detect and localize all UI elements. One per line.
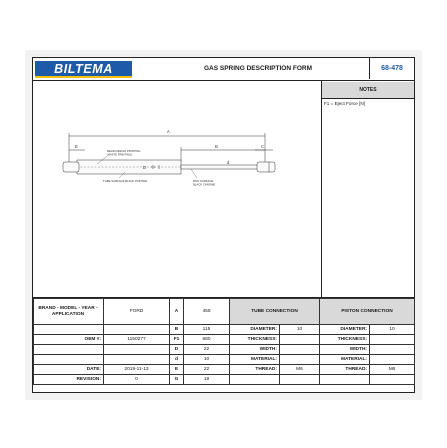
date-value: 2019-11-13 xyxy=(104,365,170,375)
leader-rod xyxy=(191,169,197,178)
date-label: DATE: xyxy=(34,365,104,375)
piston-width-label: WIDTH: xyxy=(320,345,370,355)
article-code: 68-478 xyxy=(369,58,414,79)
piston-material-label: MATERIAL: xyxy=(320,355,370,365)
tube-width-label: WIDTH: xyxy=(230,345,280,355)
gas-spring-drawing xyxy=(33,82,321,297)
brand-logo: BILTEMA xyxy=(35,61,132,77)
label-dim-e: E xyxy=(75,144,78,149)
dim-key-g: G xyxy=(170,375,184,385)
blank-cell xyxy=(104,325,170,335)
label-dim-b: B xyxy=(215,144,218,149)
dim-key-b: B xyxy=(170,325,184,335)
label-rod-surface: ROD SURFACE xyxy=(193,179,214,183)
notes-text: F1 = Eject Force [N] xyxy=(324,101,365,106)
oem-value: 1150277 xyxy=(104,335,170,345)
tube-thread-value: M6 xyxy=(280,365,320,375)
dim-value-a: 455 xyxy=(184,299,230,325)
blank-cell xyxy=(104,345,170,355)
spec-table xyxy=(33,298,415,385)
blank-cell xyxy=(34,325,104,335)
label-rod-surface-2: BLACK CHROME xyxy=(193,182,216,187)
dim-key-d-rod: d xyxy=(170,355,184,365)
notes-heading: NOTES xyxy=(322,82,414,99)
revision-label: REVISION: xyxy=(34,375,104,385)
form-header xyxy=(33,58,414,81)
tube-end-fitting xyxy=(63,162,79,172)
blank-cell xyxy=(230,375,280,385)
label-rear-design-2: (WHITE PRINTING) xyxy=(107,152,133,157)
tube-connection-heading: TUBE CONNECTION xyxy=(230,299,320,325)
blank-cell xyxy=(104,355,170,365)
dim-value-e: 22 xyxy=(184,365,230,375)
tube-material-value xyxy=(280,355,320,365)
blank-cell xyxy=(34,355,104,365)
piston-rod xyxy=(181,165,259,169)
piston-thickness-value xyxy=(370,335,415,345)
dim-key-f1: F1 xyxy=(170,335,184,345)
tube-diameter-value: 10 xyxy=(280,325,320,335)
piston-material-value xyxy=(370,355,415,365)
tube-thickness-value xyxy=(280,335,320,345)
gas-spring-form xyxy=(32,57,415,393)
piston-thickness-label: THICKNESS: xyxy=(320,335,370,345)
revision-value: 0 xyxy=(104,375,170,385)
dim-key-d: D xyxy=(170,345,184,355)
dim-key-e: E xyxy=(170,365,184,375)
tube-thread-label: THREAD: xyxy=(230,365,280,375)
piston-diameter-value: 10 xyxy=(370,325,415,335)
piston-diameter-label: DIAMETER: xyxy=(320,325,370,335)
dim-value-f1: 680 xyxy=(184,335,230,345)
blank-cell xyxy=(370,375,415,385)
blank-cell xyxy=(34,345,104,355)
piston-thread-value: M6 xyxy=(370,365,415,375)
dim-value-b: 115 xyxy=(184,325,230,335)
label-dim-a: A xyxy=(167,129,170,134)
rod-end-fitting xyxy=(257,162,275,172)
label-rear-design: REAR DESIGN PRINTING xyxy=(107,149,141,153)
label-dim-d: D xyxy=(143,165,147,170)
dim-value-g: 18 xyxy=(184,375,230,385)
notes-divider xyxy=(321,81,322,297)
blank-cell xyxy=(320,375,370,385)
brand-value: FORD xyxy=(104,299,170,325)
dim-value-d-rod: 10 xyxy=(184,355,230,365)
piston-connection-heading: PISTON CONNECTION xyxy=(320,299,415,325)
oem-label: OEM #: xyxy=(34,335,104,345)
form-title: GAS SPRING DESCRIPTION FORM xyxy=(204,65,312,72)
dim-key-a: A xyxy=(170,299,184,325)
piston-thread-label: THREAD: xyxy=(320,365,370,375)
brand-logo-stripe xyxy=(35,76,132,78)
label-tube-surface: TUBE SURFACE BLACK PAINTED xyxy=(103,179,148,183)
tube-material-label: MATERIAL: xyxy=(230,355,280,365)
label-dim-c: C xyxy=(261,144,265,149)
brand-label: BRAND - MODEL - YEAR - APPLICATION xyxy=(34,299,104,325)
tube-diameter-label: DIAMETER: xyxy=(230,325,280,335)
label-dim-d-rod: d xyxy=(227,160,230,165)
dim-value-d: 22 xyxy=(184,345,230,355)
blank-cell xyxy=(280,375,320,385)
tube-thickness-label: THICKNESS: xyxy=(230,335,280,345)
piston-width-value xyxy=(370,345,415,355)
tube-width-value xyxy=(280,345,320,355)
